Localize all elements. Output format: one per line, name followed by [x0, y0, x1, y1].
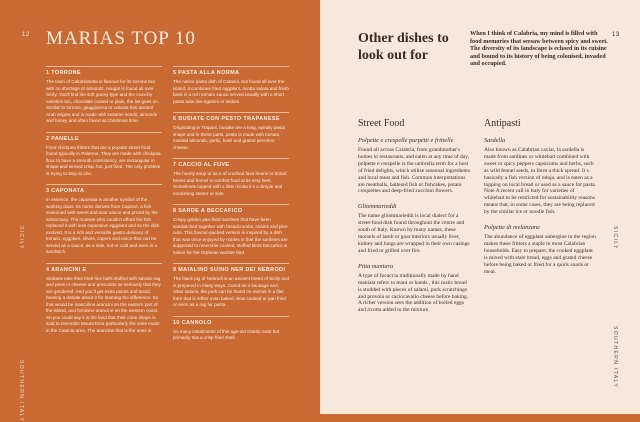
street-food-column	[358, 118, 470, 322]
item-heading: 6 BUSIATE CON PESTO TRAPANESE	[173, 112, 289, 122]
right-page-number: 13	[612, 32, 620, 38]
side-label-bottom: SOUTHERN ITALY	[18, 360, 24, 422]
top10-item	[46, 184, 162, 256]
item-text: The black pig of Nebrodi is an ancient breed of Sicily and is prepared in many ways. Cured as a sausage and other salumi, the pork can be found on menus in a filet form that is either oven baked, slow cooked or pan fried or even as a rag for pasta.	[173, 276, 289, 307]
dish-text: Also known as Calabrian caviar, la sardella is made from sardines or whitebait combined with sweet or spicy peppers capsicums and herbs, such as wild fennel seeds, to form a thick spread. It s basically a fish version of nduja, and is eaten as a topping on local bread or used as a sauce for pasta. Note A recent call in Italy for varieties of whitebait to be restricted for sustainability reasons means that, in some cases, they are being replaced by the similar ice or noodle fish.	[484, 147, 596, 216]
top10-column-1	[46, 66, 162, 341]
top10-item	[46, 263, 162, 335]
top10-item	[46, 66, 162, 125]
right-title: Other dishes to look out for	[358, 31, 449, 63]
dish-name: Sardella	[484, 137, 506, 144]
item-heading: 2 PANELLE	[46, 132, 162, 142]
top10-item	[173, 158, 289, 197]
item-heading: 8 SARDE A BECCAFICO	[173, 204, 289, 214]
side-label-top-right: SICILY	[612, 226, 618, 250]
item-text: The town of Caltanissetta is famous for its torrone but with no shortage of almonds, nougat is found all over Sicily. You'll find the soft gooey type and the crunchy varieties too, chocolate coated or plain, the list goes on. Similar to torrone, giuggiulena or cubaita has ancient Arab origins and is made with sesame seeds, almonds and honey and often found at Christmas time.	[46, 79, 160, 123]
top10-item	[173, 66, 289, 105]
item-heading: 5 PASTA ALLA NORMA	[173, 66, 289, 76]
top10-item	[173, 112, 289, 151]
top10-item	[173, 263, 289, 309]
page-title: MARIAS TOP 10	[46, 28, 196, 49]
top10-item	[46, 132, 162, 178]
item-text: Fried chickpea fritters that are a popular street food found typically in Palermo. They are made with chickpea flour to have a smooth consistency, are rectangular in shape and served crisp, hot, just fried. The only problem is trying to stop at one.	[46, 144, 161, 176]
item-text: In essence, the caponata is another symbol of the working class. Its name derives from Capone, a fish seasoned with sweet and sour sauce and prized by the aristocracy. The masses who couldn't afford the fish replaced it with less expensive eggplant and so the dish evolved. It is a rich and versatile gastro delicacy of tomato, eggplant, olives, capers and onion that can be served as a sauce, as a side, hot or cold and even in a sandwich.	[46, 197, 160, 254]
side-label-bottom-right: SOUTHERN ITALY	[612, 326, 618, 389]
dish-text: The name gliommarieddi is local dialect for a street-food dish found throughout the centre and south of Italy. Known by many names, these morsels of lamb or goat interiors usually liver, kidney and lungs are wrapped in their own casings and fried or grilled over fire.	[358, 213, 470, 254]
item-text: The native pasta dish of Catania, but found all over the island, it combines fried eggplant, ricotta salata and fresh basil in a rich tomato sauce served usually with a short pasta tube like rigatoni or sedani.	[173, 79, 289, 104]
item-text: Crispy golden pan-fried sardines that have been sandwiched together with breadcrumbs, raisins and pine nuts. This flavour-packed version is inspired by a dish that was once enjoyed by nobles in that the sardines are supposed to resemble cooked, stuffed birds beccafico is Italian for the Orphean warbler bird.	[173, 217, 288, 255]
item-heading: 10 CANNOLO	[173, 316, 289, 326]
antipasti-heading: Antipasti	[484, 118, 521, 129]
intro-paragraph: When I think of Calabria, my mind is filled with food memories that seesaw between spicy and sweet. The diversity of its landscape is echoed in its cuisine and bound to its history of being colonised, invaded and occupied.	[470, 30, 608, 68]
top10-item	[173, 316, 289, 342]
antipasti-column	[484, 118, 596, 284]
left-page-number: 12	[22, 32, 30, 38]
side-label-top: SICILY	[18, 226, 24, 250]
top10-column-2	[173, 66, 289, 349]
item-text: Sicilians take their fried rice balls stuffed with tomato rag and peas or cheese and prosciutto so seriously that they are gendered. And you ll get extra points and avoid hearing a debate about it for learning the difference. So that would be masculine arancini on the eastern part of the island, and feminine arancine on the western coast. So you could say it is the land that their cone shape is said to resemble Mount Etna particularly the ones made in the Catania area. The arancine that is the ones in	[46, 275, 161, 333]
item-heading: 9 MAIALINO SUINO NER DEI NEBRODI	[173, 263, 289, 273]
dish-text: A type of focaccia traditionally made by hand maniata refers to mani or hands , this rustic bread is studded with pieces of salami, pork scratchings and provola or caciocavallo cheese before baking. A richer version sees the addition of boiled eggs and ricotta added to the mixture.	[358, 272, 469, 314]
dish-text: Found all across Calabria, from grandmother's homes to restaurants, and eaten at any time of day, polpette e crespelle is the umbrella term for a host of fried delights, which utilise seasonal ingredients and local meat and fish. Common interpretations are meatballs, battered fish or fishcakes, potato croquettes and deep-fried zucchini flowers.	[358, 147, 470, 195]
item-heading: 3 CAPONATA	[46, 184, 162, 194]
item-text: The hearty soup or sa e of crushed fava beans or broad beans and fennel is comfort food at its very best. Sometimes topped with a little ricotta it s a simple and nourishing starter or side.	[173, 171, 287, 196]
dish-name: Polpette e crespelle purpetti e frittelle	[358, 137, 454, 144]
top10-item	[173, 204, 289, 256]
street-food-heading: Street Food	[358, 118, 405, 129]
dish-name: Gliommarieddi	[358, 203, 397, 211]
dish-name: Pitta maniara	[358, 262, 394, 270]
dish-name: Polpette di melanzane	[484, 224, 540, 232]
item-heading: 4 ARANCINI E	[46, 263, 162, 273]
item-heading: 1 TORRONE	[46, 66, 162, 76]
dish-text: The abundance of eggplant aubergine in the region makes these fritters a staple in most Calabrian households. Easy to prepare, the cooked eggplant is mixed with stale bread, eggs and grated cheese before being baked or fried for a quick snack or meal.	[484, 234, 596, 275]
item-heading: 7 CACCIO AL FUVE	[173, 158, 289, 168]
item-text: Originating in Trapani, busiate are a long, spirally pasta shape and in these parts, pesto is made with tomato, toasted almonds, garlic, basil and grated pecorino cheese.	[173, 125, 286, 150]
item-text: So many instalments of this age-old classic exist but primarily this a crisp fried shell	[173, 328, 280, 340]
